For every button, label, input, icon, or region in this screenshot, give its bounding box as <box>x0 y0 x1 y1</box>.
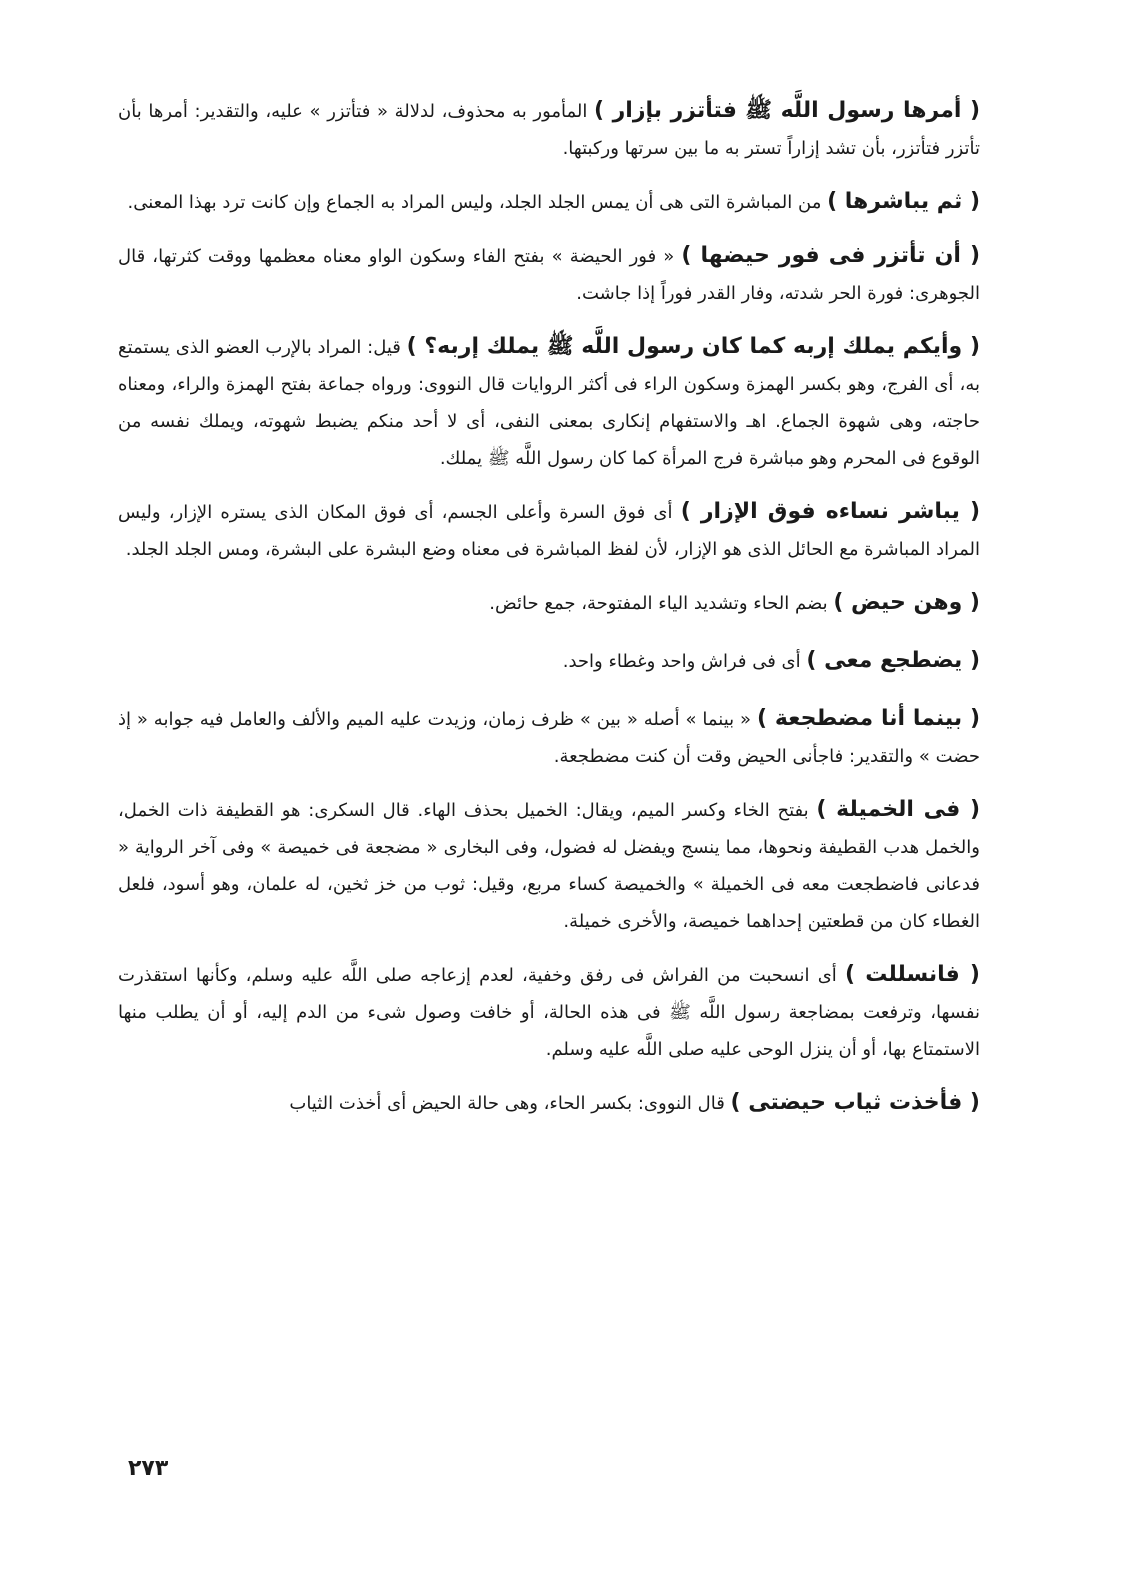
commentary-text <box>118 92 980 1138</box>
paragraph-4-term: ( وأيكم يملك إربه كما كان رسول اللَّه ﷺ يملك إربه؟ ) <box>406 334 980 359</box>
paragraph-6-term: ( وهن حيض ) <box>833 590 980 615</box>
paragraph-4 <box>118 328 980 477</box>
paragraph-9 <box>118 791 980 940</box>
paragraph-10-term: ( فانسللت ) <box>845 962 980 987</box>
paragraph-6 <box>118 584 980 622</box>
paragraph-3 <box>118 237 980 312</box>
paragraph-1-body: المأمور به محذوف، لدلالة « فتأتزر » عليه، والتقدير: أمرها بأن تأتزر فتأتزر، بأن تشد إزاراً تستر به ما بين سرتها وركبتها. <box>118 101 980 159</box>
paragraph-3-term: ( أن تأتزر فى فور حيضها ) <box>681 243 980 268</box>
paragraph-7-body: أى فى فراش واحد وغطاء واحد. <box>562 651 807 672</box>
paragraph-9-term: ( فى الخميلة ) <box>816 797 980 822</box>
paragraph-8 <box>118 700 980 775</box>
paragraph-10-body: أى انسحبت من الفراش فى رفق وخفية، لعدم إزعاجه صلى اللَّه عليه وسلم، وكأنها استقذرت نفسها، وترفعت بمضاجعة رسول اللَّه ﷺ فى هذه الحالة، أو خافت وصول شىء من الدم إليه، أو أن يطلب منها الاستمتاع بها، أو أن ينزل الوحى عليه صلى اللَّه عليه وسلم. <box>118 965 980 1060</box>
paragraph-11 <box>118 1084 980 1122</box>
paragraph-7 <box>118 642 980 680</box>
paragraph-5 <box>118 493 980 568</box>
paragraph-7-term: ( يضطجع معى ) <box>806 648 980 673</box>
page-number: ٢٧٣ <box>128 1456 169 1481</box>
paragraph-3-body: « فور الحيضة » بفتح الفاء وسكون الواو معناه معظمها ووقت كثرتها، قال الجوهرى: فورة الحر شدته، وفار القدر فوراً إذا جاشت. <box>118 246 980 304</box>
paragraph-10 <box>118 956 980 1068</box>
paragraph-1-term: ( أمرها رسول اللَّه ﷺ فتأتزر بإزار ) <box>594 98 980 123</box>
paragraph-2-body: من المباشرة التى هى أن يمس الجلد الجلد، وليس المراد به الجماع وإن كانت ترد بهذا المعنى. <box>127 192 828 213</box>
paragraph-8-term: ( بينما أنا مضطجعة ) <box>756 706 980 731</box>
paragraph-5-term: ( يباشر نساءه فوق الإزار ) <box>680 499 980 524</box>
paragraph-5-body: أى فوق السرة وأعلى الجسم، أى فوق المكان الذى يستره الإزار، وليس المراد المباشرة مع الحائل الذى هو الإزار، لأن لفظ المباشرة فى معناه وضع البشرة على البشرة، ومس الجلد الجلد. <box>118 502 980 560</box>
paragraph-6-body: بضم الحاء وتشديد الياء المفتوحة، جمع حائض. <box>489 593 834 614</box>
paragraph-9-body: بفتح الخاء وكسر الميم، ويقال: الخميل بحذف الهاء. قال السكرى: هو القطيفة ذات الخمل، والخمل هدب القطيفة ونحوها، مما ينسج ويفضل له فضول، وفى البخارى « مضجعة فى خميصة » وفى آخر الرواية « فدعانى فاضطجعت معه فى الخميلة » والخميصة كساء مربع، وقيل: ثوب من خز ثخين، له علمان، وهو أسود، فلعل الغطاء كان من قطعتين إحداهما خميصة، والأخرى خميلة. <box>118 800 980 932</box>
paragraph-4-body: قيل: المراد بالإرب العضو الذى يستمتع به، أى الفرج، وهو بكسر الهمزة وسكون الراء فى أكثر الروايات قال النووى: ورواه جماعة بفتح الهمزة والراء، ومعناه حاجته، وهى شهوة الجماع. اهـ والاستفهام إنكارى بمعنى النفى، أى لا أحد منكم يضبط شهوته، ويملك نفسه من الوقوع فى المحرم وهو مباشرة فرج المرأة كما كان رسول اللَّه ﷺ يملك. <box>118 337 980 469</box>
paragraph-11-body: قال النووى: بكسر الحاء، وهى حالة الحيض أى أخذت الثياب <box>289 1093 731 1114</box>
paragraph-2-term: ( ثم يباشرها ) <box>827 189 980 214</box>
paragraph-2 <box>118 183 980 221</box>
paragraph-8-body: « بينما » أصله « بين » ظرف زمان، وزيدت عليه الميم والألف والعامل فيه جوابه « إذ حضت » والتقدير: فاجأنى الحيض وقت أن كنت مضطجعة. <box>118 709 980 767</box>
paragraph-1 <box>118 92 980 167</box>
paragraph-11-term: ( فأخذت ثياب حيضتى ) <box>730 1090 980 1115</box>
